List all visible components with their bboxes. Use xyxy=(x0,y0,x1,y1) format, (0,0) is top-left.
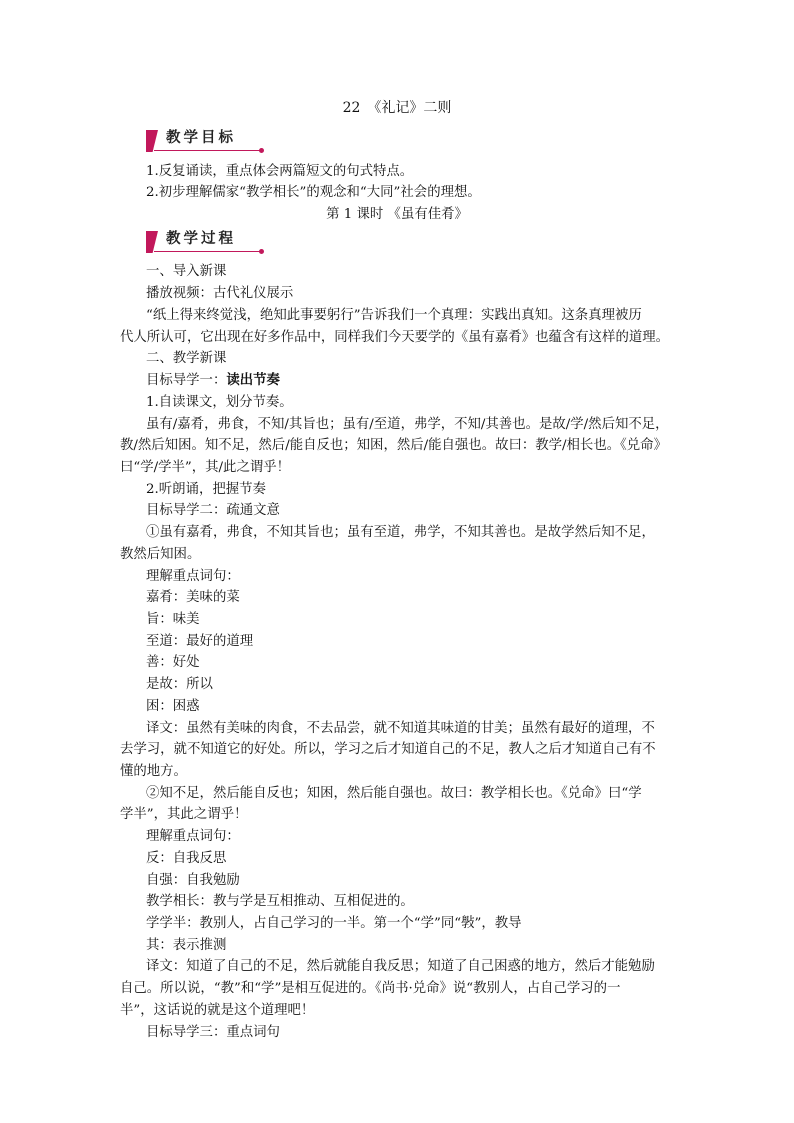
step-1: 1.自读课文，划分节奏。 xyxy=(146,395,293,410)
goal-1: 1.反复诵读，重点体会两篇短文的句式特点。 xyxy=(146,164,414,179)
translation1-line-2: 去学习，就不知道它的好处。所以，学习之后才知道自己的不足，教人之后才知道自己有不 xyxy=(120,742,656,757)
guide1-line xyxy=(146,374,280,387)
translation2-line-1: 译文：知道了自己的不足，然后就能自我反思；知道了自己困惑的地方，然后才能勉励 xyxy=(146,959,655,974)
passage1-line-2: 教然后知困。 xyxy=(120,547,201,562)
vocab2-item: 学学半：教别人，占自己学习的一半。第一个“学”同“斅”，教导 xyxy=(146,916,522,931)
guide1-prefix: 目标导学一： xyxy=(146,373,227,388)
goal-2: 2.初步理解儒家“教学相长”的观念和“大同”社会的理想。 xyxy=(146,185,481,200)
translation1-line-1: 译文：虽然有美味的肉食，不去品尝，就不知道其味道的甘美；虽然有最好的道理，不 xyxy=(146,721,655,736)
section-banner-process xyxy=(146,227,264,255)
rhythm-line-3: 曰“学/学半”，其/此之谓乎！ xyxy=(120,460,291,475)
vocab2-item: 自强：自我勉励 xyxy=(146,873,240,888)
guide1-title: 读出节奏 xyxy=(226,373,280,388)
guide2-line: 目标导学二：疏通文意 xyxy=(146,503,280,518)
passage2-line-2: 学半”，其此之谓乎！ xyxy=(120,807,248,822)
vocab1-item: 旨：味美 xyxy=(146,612,200,627)
banner-underline xyxy=(154,150,260,152)
translation2-line-3: 半”，这话说的就是这个道理吧！ xyxy=(120,1003,315,1018)
passage1-line-1: ①虽有嘉肴，弗食，不知其旨也；虽有至道，弗学，不知其善也。是故学然后知不足， xyxy=(146,525,655,540)
vocab1-item: 困：困惑 xyxy=(146,699,200,714)
guide3-line: 目标导学三：重点词句 xyxy=(146,1025,280,1040)
banner-dot-icon xyxy=(259,148,264,153)
section-banner-goals xyxy=(146,126,264,154)
banner-dot-icon xyxy=(259,249,264,254)
vocab1-item: 嘉肴：美味的菜 xyxy=(146,590,240,605)
lesson-title: 第 1 课时 《虽有佳肴》 xyxy=(326,207,468,222)
banner-underline xyxy=(154,251,260,253)
rhythm-line-2: 教/然后知困。知不足，然后/能自反也；知困，然后/能自强也。故曰：教学/相长也。《兑命》 xyxy=(120,438,667,453)
section-label-goals: 教学目标 xyxy=(166,130,236,146)
part1-heading: 一、导入新课 xyxy=(146,264,227,279)
vocab2-item: 教学相长：教与学是互相推动、互相促进的。 xyxy=(146,894,414,909)
vocab1-item: 善：好处 xyxy=(146,655,200,670)
step-2: 2.听朗诵，把握节奏 xyxy=(146,482,266,497)
rhythm-line-1: 虽有/嘉肴，弗食，不知/其旨也；虽有/至道，弗学，不知/其善也。是故/学/然后知不足， xyxy=(146,417,669,432)
document-title: 22 《礼记》二则 xyxy=(342,100,452,116)
passage2-line-1: ②知不足，然后能自反也；知困，然后能自强也。故曰：教学相长也。《兑命》曰“学 xyxy=(146,786,642,801)
vocab2-item: 反：自我反思 xyxy=(146,851,227,866)
translation2-line-2: 自己。所以说，“教”和“学”是相互促进的。《尚书·兑命》说“教别人，占自己学习的一 xyxy=(120,981,621,996)
vocab-heading-2: 理解重点词句： xyxy=(146,829,240,844)
vocab2-item: 其：表示推测 xyxy=(146,938,227,953)
vocab1-item: 是故：所以 xyxy=(146,677,213,692)
intro-line-2: 代人所认可，它出现在好多作品中，同样我们今天要学的《虽有嘉肴》也蕴含有这样的道理。 xyxy=(120,330,670,345)
part2-heading: 二、教学新课 xyxy=(146,351,227,366)
intro-line-1: “纸上得来终觉浅，绝知此事要躬行”告诉我们一个真理：实践出真知。这条真理被历 xyxy=(146,308,642,323)
vocab-heading-1: 理解重点词句： xyxy=(146,569,240,584)
vocab1-item: 至道：最好的道理 xyxy=(146,634,254,649)
translation1-line-3: 懂的地方。 xyxy=(120,764,187,779)
video-line: 播放视频：古代礼仪展示 xyxy=(146,286,294,301)
section-label-process: 教学过程 xyxy=(166,231,236,247)
